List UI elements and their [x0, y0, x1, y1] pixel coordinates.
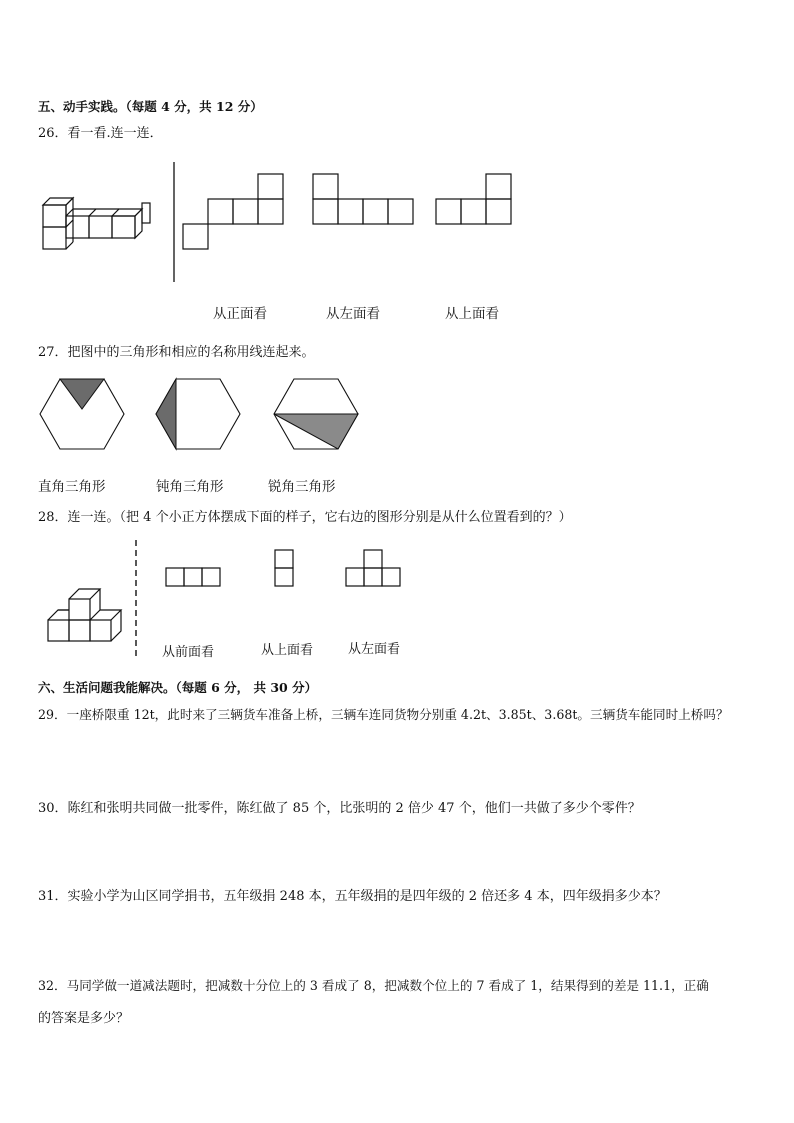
question-32-text-line2: 的答案是多少？ [38, 1011, 130, 1026]
q28-view-b [275, 550, 293, 586]
question-26-text: 26．看一看.连一连． [38, 126, 163, 141]
q27-hexagon-3 [274, 379, 358, 449]
q28-view-label-front: 从前面看 [162, 645, 215, 660]
q27-hexagon-1 [40, 379, 124, 449]
q27-figures [38, 376, 368, 476]
q26-cube-solid [43, 198, 150, 249]
question-27-text: 27．把图中的三角形和相应的名称用线连起来。 [38, 345, 315, 360]
question-32-text-line1: 32．马同学做一道减法题时，把减数十分位上的 3 看成了 8，把减数个位上的 7 看成了 1，结果得到的差是 11.1，正确 [38, 978, 709, 993]
section-6-title: 六、生活问题我能解决。（每题 6 分， 共 30 分） [38, 680, 318, 695]
q27-name-right: 直角三角形 [38, 479, 106, 495]
q26-view-c [436, 174, 511, 224]
q27-name-obtuse: 钝角三角形 [156, 479, 224, 495]
question-29-text: 29．一座桥限重 12t，此时来了三辆货车准备上桥，三辆车连同货物分别重 4.2t、3.85t、3.68t。三辆货车能同时上桥吗？ [38, 707, 729, 722]
q26-view-label-left: 从左面看 [326, 306, 380, 322]
question-28-text: 28．连一连。（把 4 个小正方体摆成下面的样子，它右边的图形分别是从什么位置看到的？） [38, 510, 572, 525]
q26-view-a [183, 174, 283, 249]
q27-name-acute: 锐角三角形 [268, 479, 336, 495]
question-30-text: 30．陈红和张明共同做一批零件，陈红做了 85 个，比张明的 2 倍少 47 个，他们一共做了多少个零件？ [38, 801, 641, 816]
q26-view-label-front: 从正面看 [213, 306, 267, 322]
section-5-title: 五、动手实践。（每题 4 分，共 12 分） [38, 99, 263, 114]
q26-view-label-top: 从上面看 [445, 306, 499, 322]
q28-cube-solid [48, 589, 121, 641]
q26-figures [38, 160, 518, 285]
q26-view-b [313, 174, 413, 224]
question-31-text: 31．实验小学为山区同学捐书，五年级捐 248 本，五年级捐的是四年级的 2 倍还多 4 本，四年级捐多少本？ [38, 889, 667, 904]
q28-view-label-top: 从上面看 [261, 643, 314, 658]
q28-view-label-left: 从左面看 [348, 642, 401, 657]
q28-view-c [346, 550, 400, 586]
q28-view-a [166, 568, 220, 586]
q27-hexagon-2 [156, 379, 240, 449]
